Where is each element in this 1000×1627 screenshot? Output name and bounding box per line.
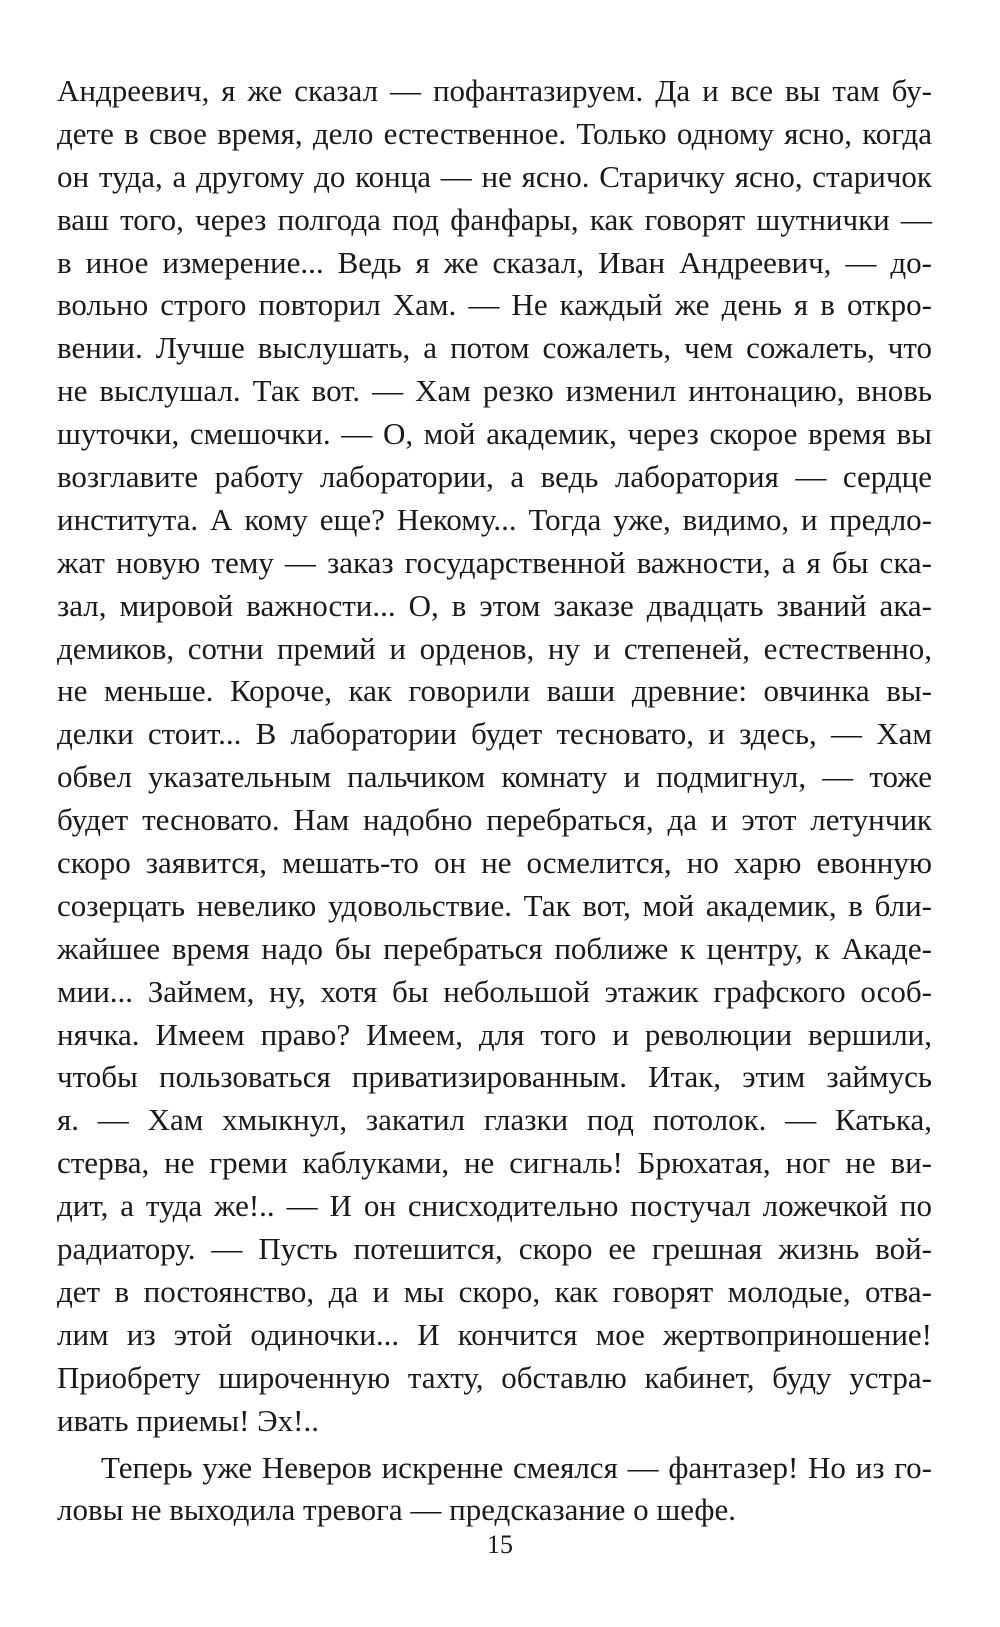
paragraph xyxy=(57,70,932,1443)
text-line: жат новую тему — заказ государственной важности, а я бы ска- xyxy=(57,544,932,580)
paragraph xyxy=(57,1447,932,1533)
text-line: ваш того, через полгода под фанфары, как говорят шутнички — xyxy=(57,201,932,237)
text-line: Приобрету широченную тахту, обставлю кабинет, буду устра- xyxy=(57,1359,932,1395)
body-text xyxy=(57,70,932,1532)
text-line: ивать приемы! Эх!.. xyxy=(57,1402,319,1438)
text-line: мии... Займем, ну, хотя бы небольшой этажик графского особ- xyxy=(57,973,932,1009)
text-line: будет тесновато. Нам надобно перебраться, да и этот летунчик xyxy=(57,802,932,838)
text-line: зал, мировой важности... О, в этом заказе двадцать званий ака- xyxy=(57,587,932,623)
text-line: шуточки, смешочки. — О, мой академик, через скорое время вы xyxy=(57,416,932,452)
text-line: я. — Хам хмыкнул, закатил глазки под потолок. — Катька, xyxy=(57,1102,932,1138)
text-line: делки стоит... В лаборатории будет тесновато, и здесь, — Хам xyxy=(57,716,932,752)
text-line: не выслушал. Так вот. — Хам резко изменил интонацию, вновь xyxy=(57,373,932,409)
text-line: института. А кому еще? Некому... Тогда уже, видимо, и предло- xyxy=(57,501,932,537)
text-line: жайшее время надо бы перебраться поближе к центру, к Акаде- xyxy=(57,930,932,966)
text-line: созерцать невелико удовольствие. Так вот, мой академик, в бли- xyxy=(57,887,932,923)
text-line: не меньше. Короче, как говорили ваши древние: овчинка вы- xyxy=(57,673,932,709)
text-line: дете в свое время, дело естественное. Только одному ясно, когда xyxy=(57,115,932,151)
text-line: Теперь уже Неверов искренне смеялся — фантазер! Но из го- xyxy=(101,1449,932,1485)
text-line: вольно строго повторил Хам. — Не каждый же день я в откро- xyxy=(57,287,932,323)
text-line: в иное измерение... Ведь я же сказал, Иван Андреевич, — до- xyxy=(57,244,932,280)
text-line: он туда, а другому до конца — не ясно. Старичку ясно, старичок xyxy=(57,158,932,194)
text-line: демиков, сотни премий и орденов, ну и степеней, естественно, xyxy=(57,630,932,666)
text-line: обвел указательным пальчиком комнату и подмигнул, — тоже xyxy=(57,759,932,795)
text-line: лим из этой одиночки... И кончится мое жертвоприношение! xyxy=(57,1316,932,1352)
text-line: чтобы пользоваться приватизированным. Итак, этим займусь xyxy=(57,1059,932,1095)
text-line: скоро заявится, мешать-то он не осмелится, но харю евонную xyxy=(57,845,932,881)
text-line: нячка. Имеем право? Имеем, для того и революции вершили, xyxy=(57,1016,932,1052)
text-line: возглавите работу лаборатории, а ведь лаборатория — сердце xyxy=(57,459,932,495)
text-line: ловы не выходила тревога — предсказание о шефе. xyxy=(57,1492,736,1528)
text-line: радиатору. — Пусть потешится, скоро ее грешная жизнь вой- xyxy=(57,1231,932,1267)
text-line: дет в постоянство, да и мы скоро, как говорят молодые, отва- xyxy=(57,1273,932,1309)
text-line: вении. Лучше выслушать, а потом сожалеть, чем сожалеть, что xyxy=(57,330,932,366)
text-line: дит, а туда же!.. — И он снисходительно постучал ложечкой по xyxy=(57,1188,932,1224)
text-line: Андреевич, я же сказал — пофантазируем. Да и все вы там бу- xyxy=(57,73,932,108)
page-number: 15 xyxy=(487,1530,513,1559)
text-line: стерва, не греми каблуками, не сигналь! Брюхатая, ног не ви- xyxy=(57,1145,932,1181)
